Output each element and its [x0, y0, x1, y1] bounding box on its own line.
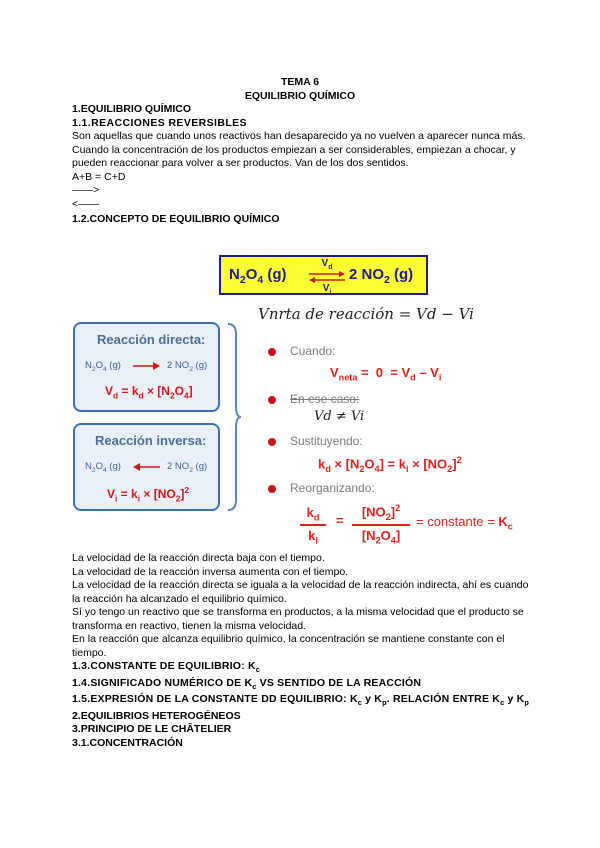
bullet-when: Cuando:	[290, 344, 336, 358]
substituted-equation: $k_d \times [N_2O_4] = k_i \times [NO_2]^2$	[318, 455, 462, 474]
handwritten-vdvi: Vd ≠ Vi	[314, 409, 365, 424]
bullet-in-that-case: En ese caso:	[290, 392, 360, 406]
body-para: La velocidad de la reacción inversa aumenta con el tiempo.	[72, 565, 349, 578]
body-para: La velocidad de la reacción directa baja con el tiempo.	[72, 552, 325, 564]
inverse-title: Reacción inversa:	[95, 433, 207, 448]
arrow-forward: ——>	[72, 184, 100, 196]
reaction-yellow-box: $N_2O_4$ (g) $V_d$ $V_i$ 2 $NO_2$ (g)	[219, 255, 428, 295]
direct-reaction-box: Reacción directa: $N_2O_4$ (g) 2 $NO_2$ (g) $V_d = k_d \times [N_2O_4]$	[73, 322, 220, 412]
body-para: Sí yo tengo un reactivo que se transforma en productos, a la misma velocidad que el producto se transforma en reactivo, tienen la misma velocidad.	[72, 606, 524, 632]
section-1-1: 1.1.REACCIONES REVERSIBLES	[72, 116, 247, 129]
body-para: La velocidad de la reacción directa se iguala a la velocidad de la reacción indirecta, ahí es cuando la reacción ha alcanzado el equilibrio químico.	[72, 579, 529, 605]
curly-brace-icon	[226, 322, 242, 512]
bullet-substituting: Sustituyendo:	[290, 434, 363, 448]
direct-title: Reacción directa:	[97, 332, 206, 347]
arrow-left-icon	[133, 463, 161, 471]
inverse-reaction-box: Reacción inversa: $N_2O_4$ (g) 2 $NO_2$ (g) $V_i = k_i \times [NO_2]^2$	[73, 423, 220, 511]
equation-text: A+B = C+D	[72, 170, 126, 183]
bullet-dot	[268, 485, 276, 493]
bullet-reorganizing: Reorganizando:	[290, 481, 375, 495]
title-line1: TEMA 6	[280, 76, 320, 88]
heading-2: 2.EQUILIBRIOS HETEROGÉNEOS	[72, 709, 241, 722]
bullet-dot	[268, 438, 276, 446]
para-2: Cuando la concentración de los productos empiezan a ser considerables, empiezan a chocar, y pueden reaccionar para volver a ser productos. Van de los dos sentidos.	[72, 143, 516, 169]
section-1: 1.EQUILIBRIO QUÍMICO	[72, 103, 192, 115]
title-line2: EQUILIBRIO QUÍMICO	[244, 89, 356, 102]
body-para: En la reacción que alcanza equilibrio químico, la concentración se mantiene constante con el tiempo.	[72, 633, 505, 659]
heading-3: 3.PRINCIPIO DE LE CHÂTELIER	[72, 723, 232, 736]
heading-3-1: 3.1.CONCENTRACIÓN	[72, 736, 183, 749]
arrow-back: <——	[72, 197, 100, 210]
para-1: Son aquellas que cuando unos reactivos han desaparecido ya no vuelven a aparecer nunca más.	[72, 130, 526, 142]
section-1-2: 1.2.CONCEPTO DE EQUILIBRIO QUÍMICO	[72, 213, 280, 225]
bullet-dot	[268, 348, 276, 356]
handwritten-net-rate: Vnrta de reacción = Vd − Vi	[258, 305, 474, 323]
vneta-equation: $V_{neta} = 0 = V_d - V_i$	[330, 365, 442, 383]
equilibrium-arrows-icon	[307, 271, 347, 283]
bullet-dot	[268, 396, 276, 404]
arrow-right-icon	[133, 362, 161, 370]
